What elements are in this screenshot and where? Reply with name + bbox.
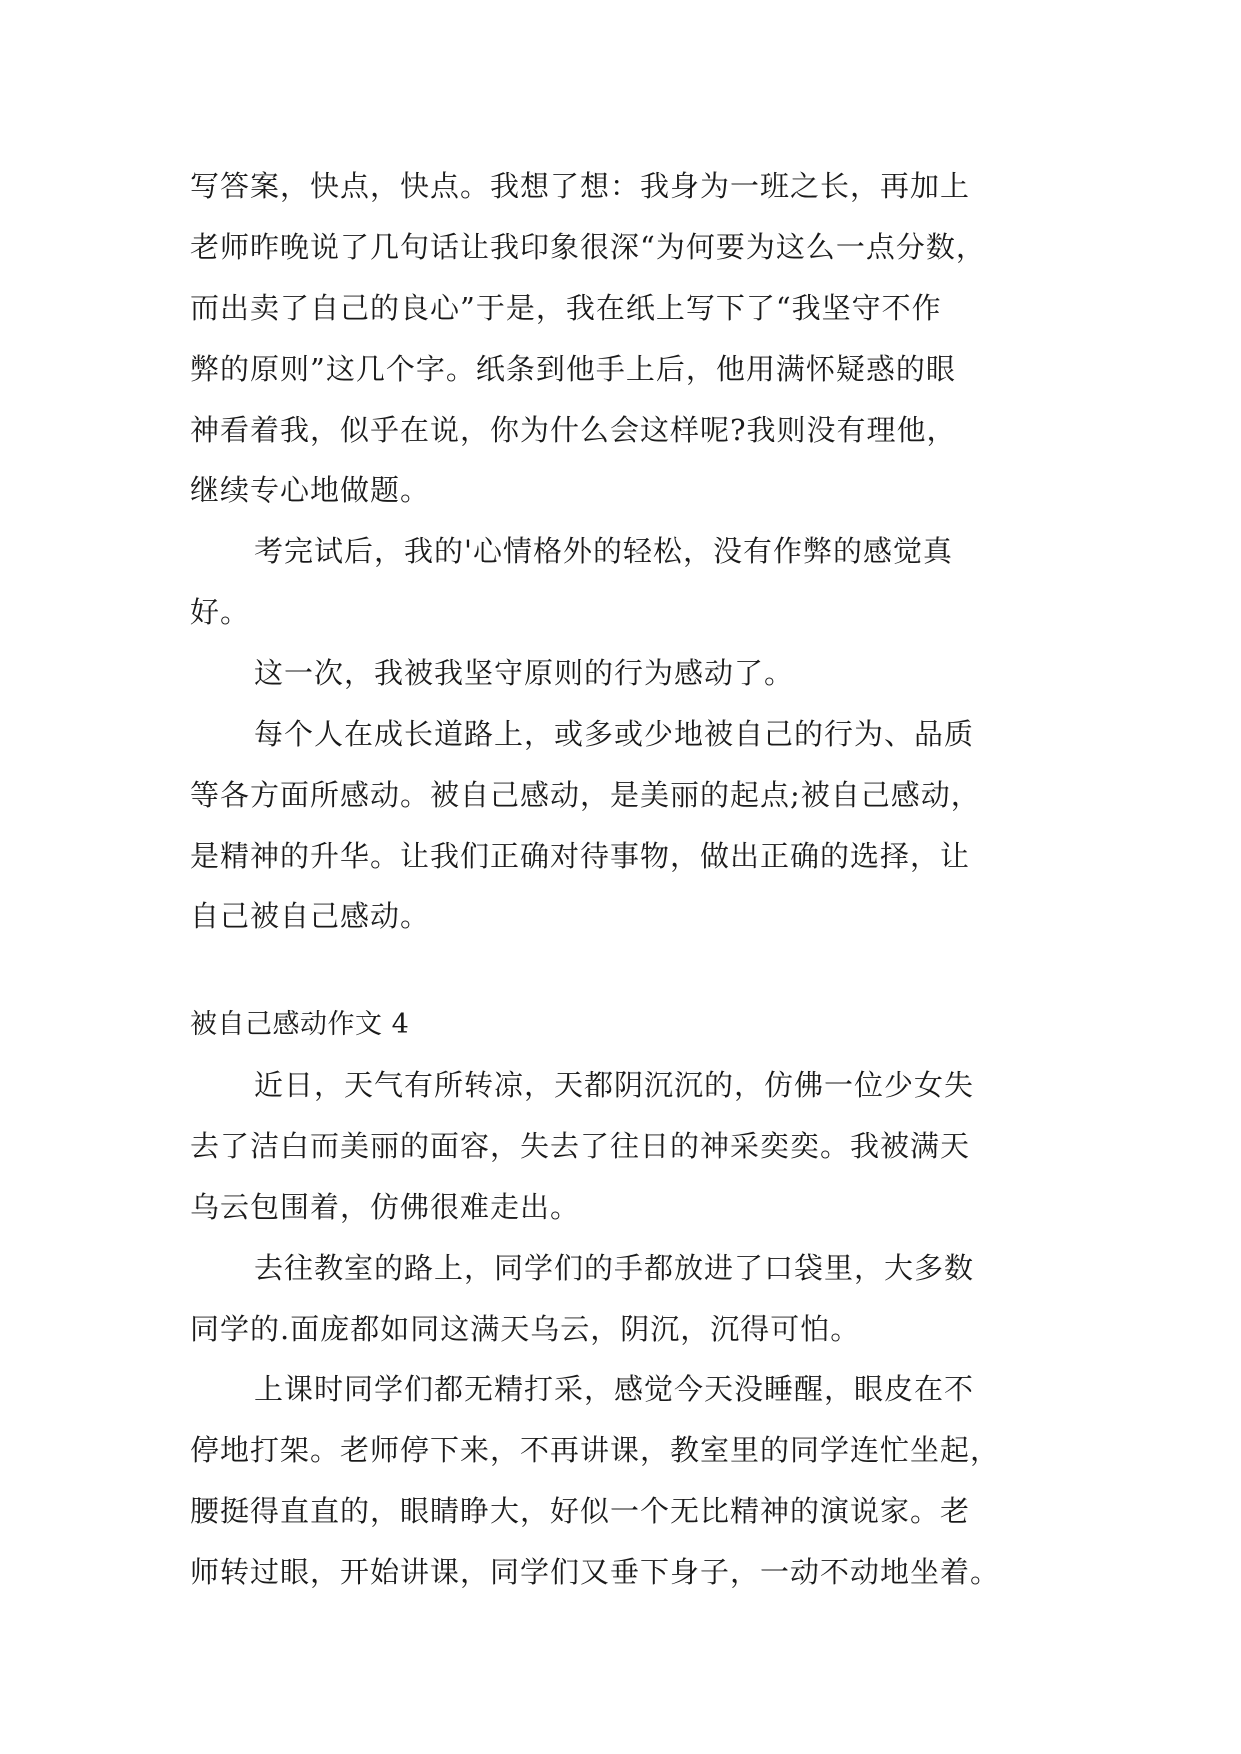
paragraph-line: 上课时同学们都无精打采，感觉今天没睡醒，眼皮在不	[254, 1372, 975, 1406]
paragraph-line: 神看着我，似乎在说，你为什么会这样呢?我则没有理他，	[190, 413, 957, 447]
paragraph-line: 去了洁白而美丽的面容，失去了往日的神采奕奕。我被满天	[190, 1129, 971, 1163]
paragraph-line: 考完试后，我的'心情格外的轻松，没有作弊的感觉真	[254, 534, 953, 568]
paragraph-line: 自己被自己感动。	[190, 899, 431, 933]
paragraph-line: 老师昨晚说了几句话让我印象很深“为何要为这么一点分数，	[190, 230, 986, 264]
paragraph-line: 腰挺得直直的，眼睛睁大，好似一个无比精神的演说家。老	[190, 1494, 971, 1528]
paragraph-line: 停地打架。老师停下来，不再讲课，教室里的同学连忙坐起，	[190, 1433, 1001, 1467]
paragraph-line: 每个人在成长道路上，或多或少地被自己的行为、品质	[254, 717, 975, 751]
paragraph-line: 同学的.面庞都如同这满天乌云，阴沉，沉得可怕。	[190, 1312, 861, 1346]
paragraph-line: 而出卖了自己的良心”于是，我在纸上写下了“我坚守不作	[190, 291, 942, 325]
paragraph-line: 继续专心地做题。	[190, 473, 431, 507]
paragraph-line: 是精神的升华。让我们正确对待事物，做出正确的选择，让	[190, 839, 971, 873]
paragraph-line: 写答案，快点，快点。我想了想：我身为一班之长，再加上	[190, 169, 971, 203]
paragraph-line: 乌云包围着，仿佛很难走出。	[190, 1190, 581, 1224]
paragraph-line: 师转过眼，开始讲课，同学们又垂下身子，一动不动地坐着。	[190, 1555, 1001, 1589]
paragraph-line: 等各方面所感动。被自己感动，是美丽的起点;被自己感动，	[190, 778, 981, 812]
paragraph-line: 这一次，我被我坚守原则的行为感动了。	[254, 656, 795, 690]
paragraph-line: 去往教室的路上，同学们的手都放进了口袋里，大多数	[254, 1251, 975, 1285]
section-heading: 被自己感动作文 4	[190, 1009, 410, 1040]
paragraph-line: 弊的原则”这几个字。纸条到他手上后，他用满怀疑惑的眼	[190, 352, 956, 386]
paragraph-line: 好。	[190, 595, 251, 629]
paragraph-line: 近日，天气有所转凉，天都阴沉沉的，仿佛一位少女失	[254, 1068, 975, 1102]
